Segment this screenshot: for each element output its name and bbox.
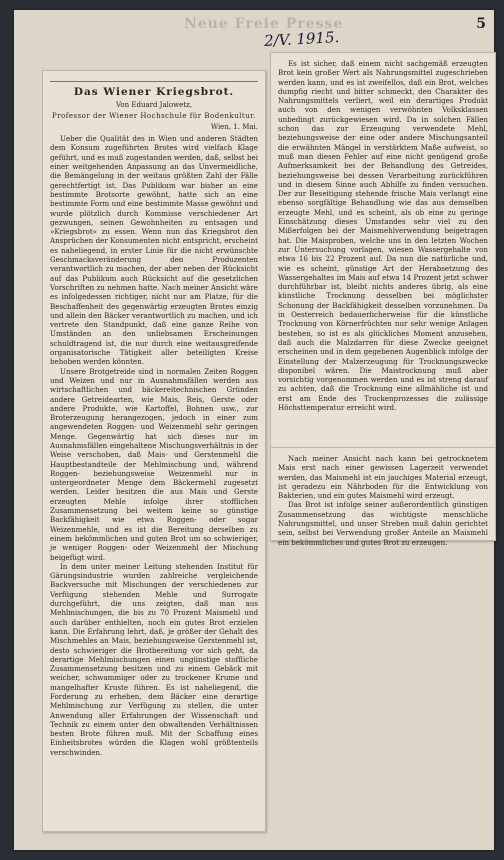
paragraph: Nach meiner Ansicht nach kann bei getrocknetem Mais erst nach einer gewissen Lagerzeit verwendet werden, das Maismehl ist ein jauchiges Material erzeugt, ist geradezu ein Nährboden für die Entwicklung von Bakterien, und ein gutes Maismehl wird erzeugt.: [278, 454, 488, 501]
newspaper-masthead: Neue Freie Presse: [184, 16, 344, 32]
archive-page: [14, 10, 494, 850]
page-number: 5: [476, 16, 486, 32]
clipping-column-3: [270, 447, 496, 547]
paragraph: Ueber die Qualität des in Wien und anderen Städten dem Konsum zugeführten Brotes wird vielfach Klage geführt, und es muß zugestanden werden, daß, selbst bei einer weitgehenden Anpassung an das Unvermeidliche, die Bemängelung in der weitaus größten Zahl der Fälle gerechtfertigt ist. Das Publikum war bisher an eine bestimmte Brotsorte gewöhnt, hatte sich an eine bestimmte Form und eine bestimmte Masse gewöhnt und wurde plötzlich durch Kommisse verschiedener Art gezwungen, seinen Gewohnheiten zu entsagen und »Kriegsbrot« zu essen. Wenn nun das Kriegsbrot den Ansprüchen der Konsumenten nicht entspricht, erscheint es naheliegend, in erster Linie für die nicht erwünschte Geschmacksveränderung den Produzenten verantwortlich zu machen, der aber neben der Rücksicht auf das Publikum auch Rücksicht auf die gesetzlichen Vorschriften zu nehmen hatte. Nach meiner Ansicht wäre es infolgedessen richtiger, nicht nur am Platze, für die Beschaffenheit des gegenwärtig erzeugten Brotes einzig und allein den Bäcker verantwortlich zu machen, und ich vertrete den Standpunkt, daß eine ganze Reihe von Umständen an den unliebsamen Erscheinungen schuldtragend ist, die nur durch eine weitausgreifende organisatorische Tätigkeit aller beteiligten Kreise behoben werden könnten.: [50, 134, 258, 367]
divider: [50, 81, 258, 82]
paragraph: Unsere Brotgetreide sind in normalen Zeiten Roggen und Weizen und nur in Ausnahmsfällen werden aus wirtschaftlichen und bäckereitechnischen Gründen andere Getreidearten, wie Mais, Reis, Gerste oder andere Produkte, wie Kartoffel, Bohnen usw., zur Broterzeugung herangezogen, jedoch in einer zum angewendeten Roggen- und Weizenmehl sehr geringen Menge. Gegenwärtig hat sich dieses nur im Ausnahmsfällen eingehaltene Mischungsverhältnis in der Weise verschoben, daß Mais- und Gerstenmehl die Hauptbestandteile der Mehlmischung und, während Roggen- beziehungsweise Weizenmehl nur in untergeordneter Menge dem Bäckermehl zugesetzt werden. Leider besitzen die aus Mais und Gerste erzeugten Mehle infolge ihrer stofflichen Zusammensetzung bei weitem keine so günstige Backfähigkeit wie etwa Roggen- oder sogar Weizenmehle, und es ist die Bereitung derselben zu einem bekömmlichen und guten Brot um so schwieriger, je weniger Roggen- oder Weizenmehl der Mischung beigefügt wird.: [50, 366, 258, 562]
paragraph: In dem unter meiner Leitung stehenden Institut für Gärungsindustrie wurden zahlreiche vergleichende Backversuche mit Mischungen der verschiedenen zur Verfügung stehenden Mehle und Surrogate durchgeführt, die uns zeigten, daß man aus Mehlmischungen, die bis zu 70 Prozent Maismehl und auch darüber enthielten, noch ein gutes Brot erzielen kann. Die Erfahrung lehrt, daß, je größer der Gehalt des Mischmehles an Mais, beziehungsweise Gerstenmehl ist, desto schwieriger die Brotbereitung vor sich geht, da derartige Mehlmischungen einen ungünstige stoffliche Zusammensetzung besitzen und zu einem Gebäck mit weicher, schwammiger oder zu trockener Krume und mangelhafter Kruste führen. Es ist naheliegend, die Forderung zu erheben, dem Bäcker eine derartige Mehlmischung zur Verfügung zu stellen, die unter Anwendung aller Erfahrungen der Wissenschaft und Technik zu einem unter den obwaltenden Verhältnissen besten Brote führen muß. Mit der Schaffung eines Einheitsbrotes würden die Klagen wohl größtenteils verschwinden.: [50, 561, 258, 757]
article-author: Von Eduard Jalowetz,: [116, 101, 192, 110]
author-affiliation: Professor der Wiener Hochschule für Bodenkultur.: [51, 111, 256, 120]
article-title: Das Wiener Kriegsbrot.: [73, 86, 235, 98]
dateline: Wien, 1. Mai.: [210, 122, 258, 131]
paragraph: Es ist sicher, daß einem nicht sachgemäß erzeugten Brot kein großer Wert als Nahrungsmittel zugeschrieben werden kann, und es ist zweifellos, daß ein Brot, welches dumpfig riecht und bitter schmeckt, den Charakter des Nahrungsmittels verliert, weil ein derartiges Produkt auch von den wenigen verwöhnten Volksklassen unbedingt zurückgewiesen wird. Da in solchen Fällen schon das zur Erzeugung verwendete Mehl, beziehungsweise der eine oder andere Mischungsanteil die erwähnten Mängel in verstärktem Maße aufweist, so muß man diesen Fehler auf eine nicht genügend große Aufmerksamkeit bei der Behandlung des Getreides, beziehungsweise bei dessen Verarbeitung zurückführen und in diesem Sinne auch Abhilfe zu finden versuchen. Der zur Beseitigung stehende frische Mais verlangt eine ebenso sorgfältige Behandlung wie das aus demselben erzeugte Mehl, und es scheint, als ob eine zu geringe Einschätzung dieses Umstandes sehr viel zu den Mißerfolgen bei der Maismehlverwendung beigetragen hat. Die Maisproben, welche uns in den letzten Wochen zur Untersuchung vorlagen, wiesen Wassergehalte von etwa 16 bis 22 Prozent auf. Da nun die natürliche und, wie es scheint, günstige Art der Herabsetzung des Wassergehaltes im Mais auf etwa 14 Prozent jetzt schwer durchführbar ist, bleibt nichts anderes übrig, als eine künstliche Trocknung desselben bei möglichster Schonung der Backfähigkeit desselben vorzunehmen. Da in Oesterreich bedauerlicherweise für die künstliche Trocknung von Körnerfrüchten nur sehr wenige Anlagen bestehen, so ist es als glückliches Moment anzusehen, daß auch die Malzdarren für diese Zwecke geeignet erscheinen und in dem gegebenen Augenblick infolge der Einstellung der Malzerzeugung für Trocknungszwecke disponibel wären. Die Maistrocknung muß aber vorsichtig vorgenommen werden und es ist streng darauf zu achten, daß die Trocknung eine allmähliche ist und erst am Ende des Trockenprozesses die zulässige Höchsttemperatur erreicht wird.: [278, 59, 488, 412]
clipping-column-2: [270, 52, 496, 449]
paragraph: Das Brot ist infolge seiner außerordentlich günstigen Zusammensetzung das wichtigste menschliche Nahrungsmittel, und unser Streben muß dahin gerichtet sein, selbst bei Verwendung großer Anteile an Maismehl ein bekömmliches und gutes Brot zu erzeugen.: [278, 500, 488, 547]
clipping-column-1: [42, 70, 266, 832]
handwritten-date: 2/V. 1915.: [263, 28, 340, 50]
